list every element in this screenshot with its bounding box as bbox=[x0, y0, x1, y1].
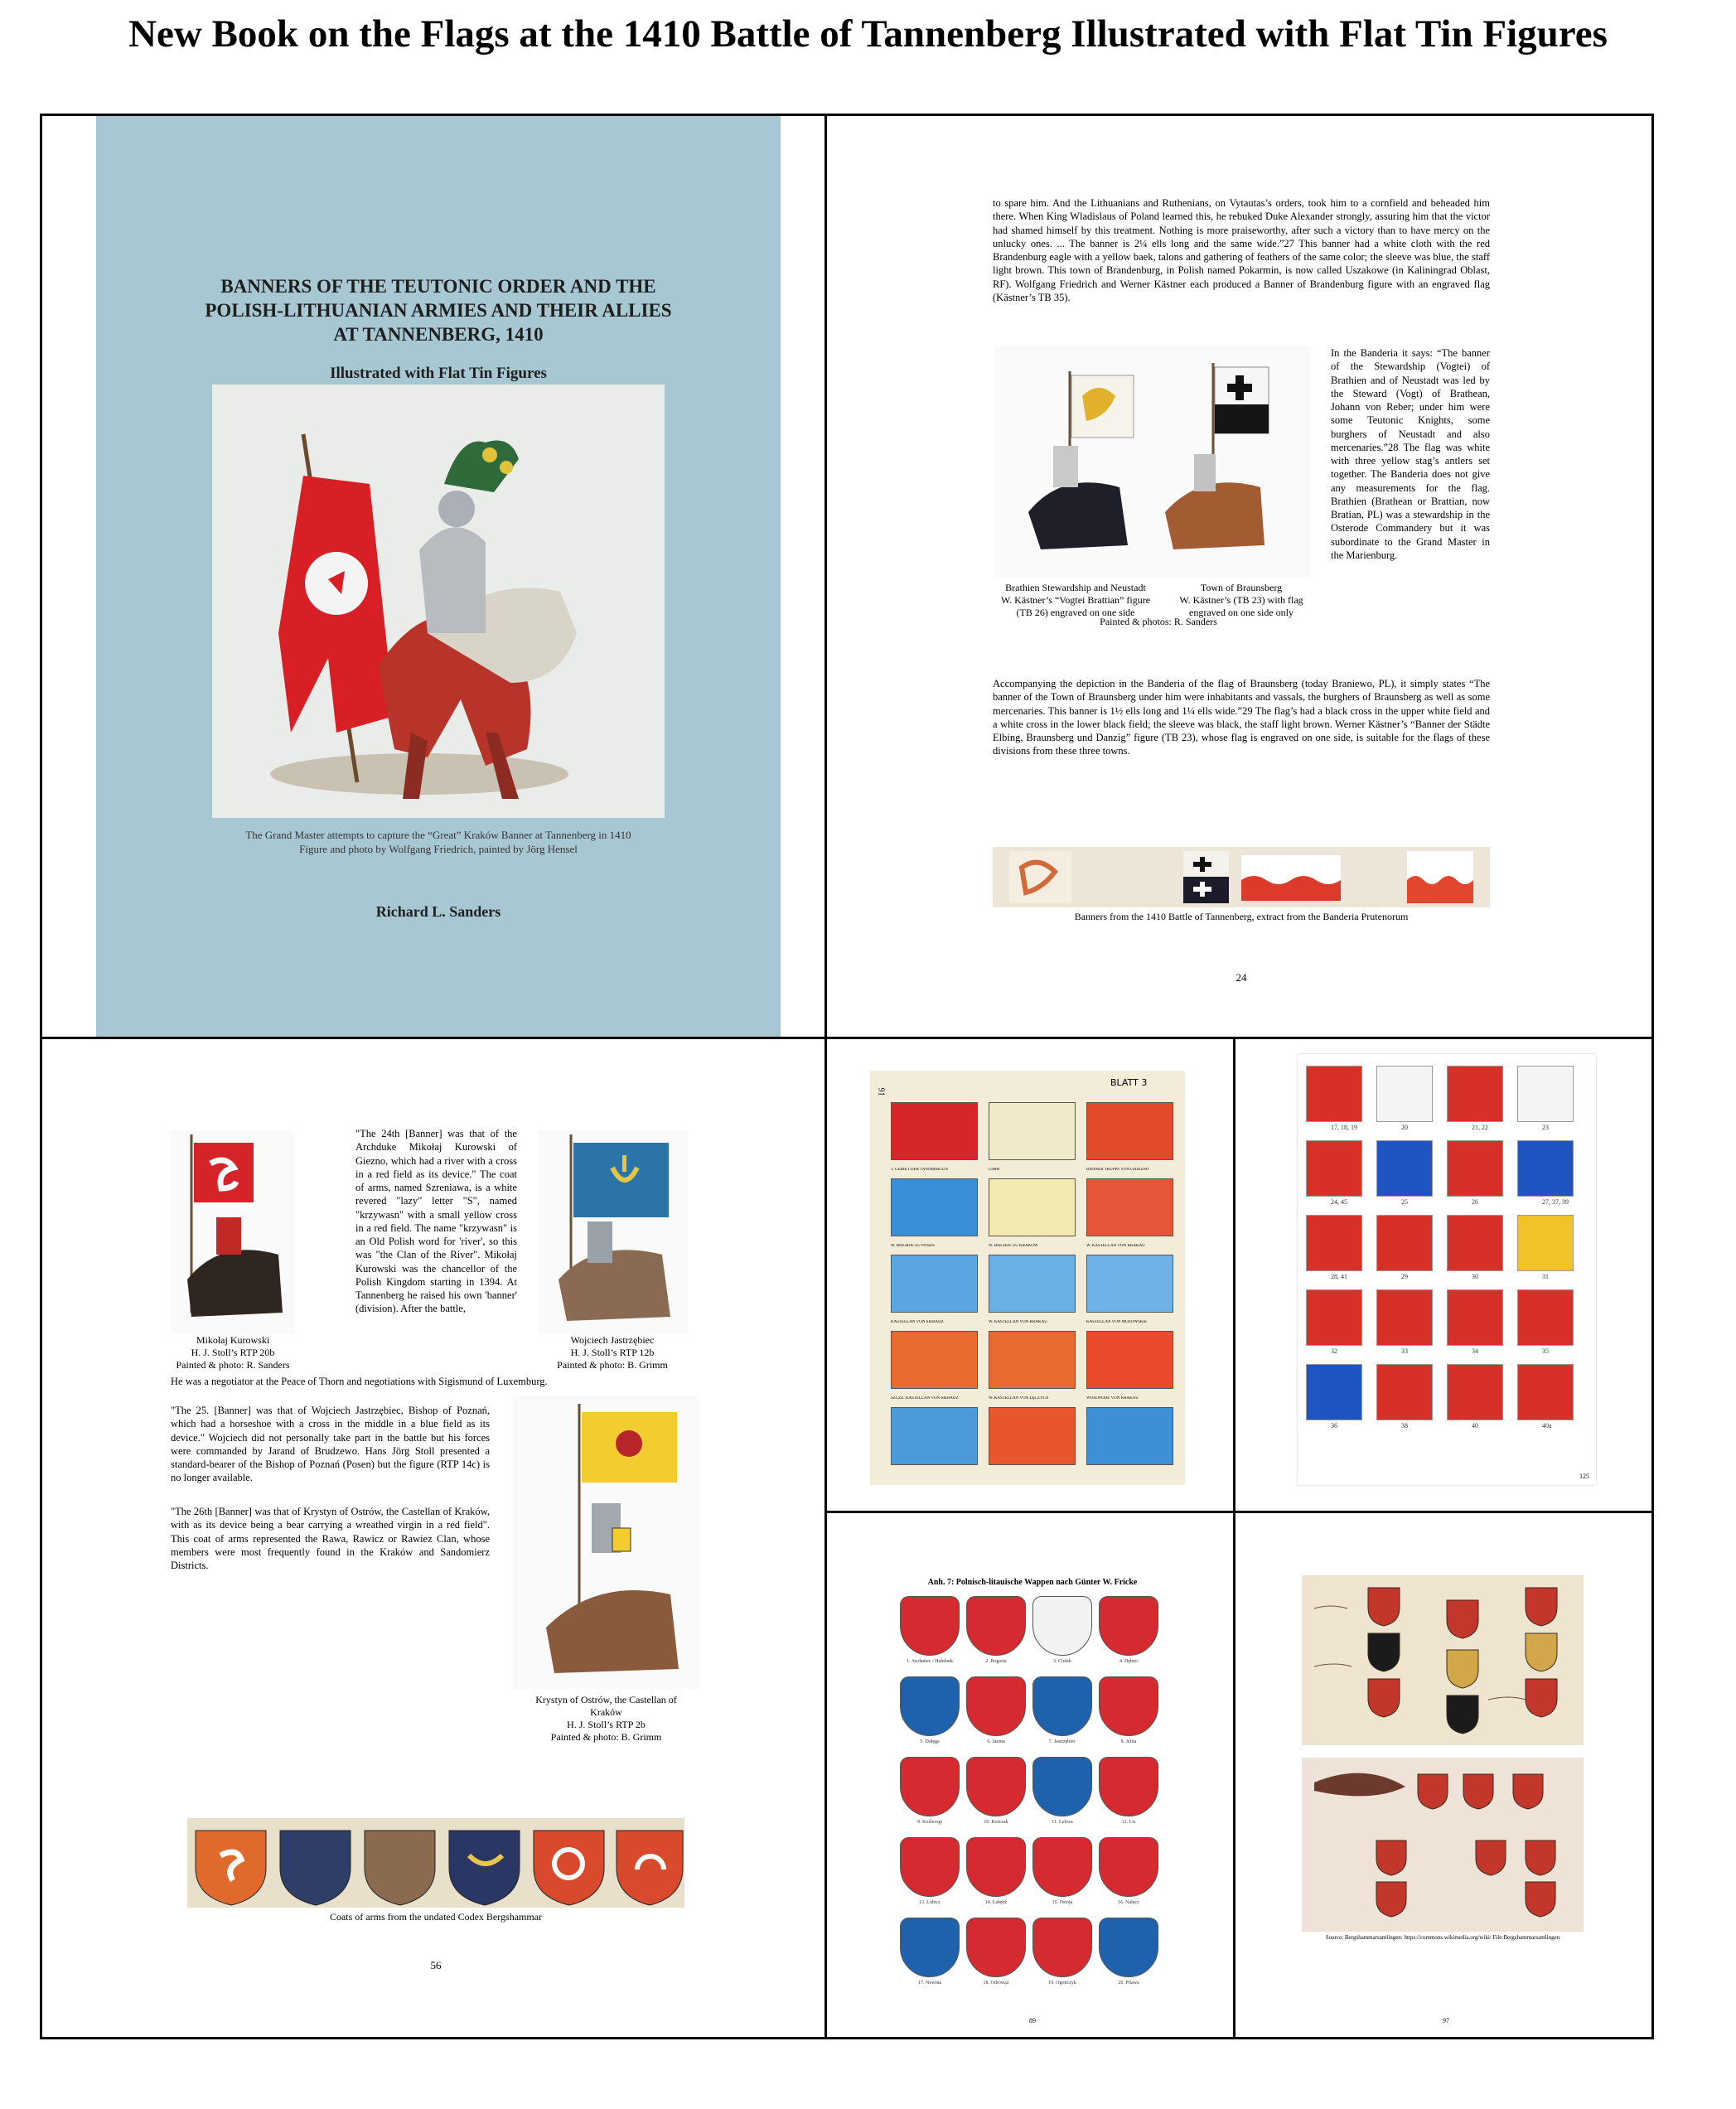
manuscript-panel bbox=[1233, 1511, 1654, 2039]
blatt-flag bbox=[891, 1102, 978, 1160]
cover-title-line-1: BANNERS OF THE TEUTONIC ORDER AND THE bbox=[220, 276, 656, 297]
cover-title-line-2: POLISH-LITHUANIAN ARMIES AND THEIR ALLIES bbox=[205, 300, 672, 321]
fricke-shield-label: 12. Lis bbox=[1121, 1820, 1136, 1825]
page24-fig-credit: Painted & photos: R. Sanders bbox=[1100, 616, 1217, 627]
blatt-flag bbox=[891, 1407, 978, 1465]
blatt-flag-label: W. KASTELLAN VON ŁĘCZYCA bbox=[989, 1396, 1049, 1400]
page56-figure-krystyn bbox=[513, 1396, 699, 1690]
coat-swatch bbox=[1447, 1066, 1503, 1122]
fricke-shield-label: 16. Nałęcz bbox=[1118, 1900, 1139, 1905]
manuscript-page-number: 97 bbox=[1443, 2017, 1449, 2024]
page24-paragraph-2: In the Banderia it says: “The banner of the Stewardship (Vogtei) of Brathien and of Neustadt was led by the Steward (Vogt) of Brathean, Johann von Reber; under him were some Teutonic Knights, some burghers of Neustadt and also mercenaries.”28 The flag was white with three yellow stag’s antlers set together. The Banderia does not give any measurements for the flag. Brathien (Brathean or Brattian, now Bratian, PL) was a stewardship in the Osterode Commandery but it was subordinate to the Grand Master in the Marienburg. bbox=[1331, 347, 1490, 561]
page24-banner-strip bbox=[993, 847, 1490, 907]
blatt-flag-label: W. KASTELLAN VON KRAKAU bbox=[989, 1320, 1047, 1324]
cover-author: Richard L. Sanders bbox=[375, 903, 501, 920]
cover-caption-line-1: The Grand Master attempts to capture the “Great” Kraków Banner at Tannenberg in 1410 bbox=[245, 829, 631, 841]
caption-line: Wojciech Jastrzębiec bbox=[570, 1334, 655, 1346]
coat-swatch bbox=[1376, 1215, 1433, 1271]
blatt-flag bbox=[989, 1331, 1076, 1389]
fricke-shield-label: 10. Korczak bbox=[984, 1820, 1008, 1825]
coat-swatch-sheet bbox=[1298, 1054, 1596, 1485]
coat-swatch bbox=[1306, 1140, 1362, 1197]
coat-swatch bbox=[1517, 1140, 1574, 1197]
blatt-flag bbox=[1086, 1255, 1173, 1313]
coat-swatch-label: 40a bbox=[1542, 1422, 1552, 1429]
caption-line: H. J. Stoll’s RTP 20b bbox=[191, 1347, 275, 1358]
coat-swatch-label: 20 bbox=[1401, 1124, 1408, 1131]
blatt-flag bbox=[989, 1407, 1076, 1465]
caption-line: Krystyn of Ostrów, the Castellan of bbox=[535, 1694, 677, 1705]
fricke-shield-label: 14. Łabędź bbox=[984, 1900, 1008, 1905]
blatt-flag-label: KASTELLAN VON SIERADZ bbox=[891, 1320, 944, 1324]
blatt-flag bbox=[1086, 1178, 1173, 1236]
flag-sheet-blatt3 bbox=[870, 1071, 1185, 1485]
caption-line: Painted & photo: B. Grimm bbox=[557, 1359, 668, 1371]
caption-line: Brathien Stewardship and Neustadt bbox=[1005, 582, 1146, 593]
fricke-shield-label: 9. Koźlerogi bbox=[917, 1820, 942, 1825]
coat-swatch bbox=[1517, 1215, 1574, 1271]
fricke-shield bbox=[966, 1918, 1026, 1977]
coat-swatch bbox=[1306, 1215, 1362, 1271]
fricke-shield bbox=[966, 1676, 1026, 1736]
blatt-flag bbox=[891, 1331, 978, 1389]
coat-swatch-label: 29 bbox=[1401, 1273, 1408, 1280]
coat-swatch-label: 38 bbox=[1401, 1422, 1408, 1429]
sheet-blatt-label: BLATT 3 bbox=[1110, 1077, 1148, 1088]
coat-swatch-label: 40 bbox=[1472, 1422, 1478, 1429]
page56-figure-kurowski bbox=[171, 1130, 295, 1333]
fricke-shield bbox=[900, 1676, 960, 1736]
coat-swatch bbox=[1517, 1066, 1574, 1122]
coat-swatch bbox=[1517, 1289, 1574, 1346]
coat-swatch-label: 31 bbox=[1542, 1273, 1549, 1280]
coat-swatch-label: 26 bbox=[1472, 1198, 1478, 1206]
coat-swatch bbox=[1376, 1140, 1433, 1197]
fricke-shield-label: 5. Dołęga bbox=[920, 1739, 940, 1744]
page24-fig-left-caption bbox=[993, 582, 1158, 619]
caption-line: Town of Braunsberg bbox=[1200, 582, 1283, 593]
cover-title-line-3: AT TANNENBERG, 1410 bbox=[333, 324, 544, 345]
coat-swatch bbox=[1306, 1066, 1362, 1122]
blatt-flag bbox=[1086, 1407, 1173, 1465]
coat-swatch-label: 23 bbox=[1542, 1124, 1549, 1131]
book-cover bbox=[96, 116, 781, 1038]
fricke-shield bbox=[1099, 1918, 1158, 1977]
page56-fig3-caption bbox=[513, 1694, 699, 1744]
article-headline: New Book on the Flags at the 1410 Battle of Tannenberg Illustrated with Flat Tin Figures bbox=[128, 12, 1608, 56]
fricke-shield bbox=[900, 1837, 960, 1897]
blatt-flag-label: 3. GEBIET DER TANNBERGUN bbox=[891, 1168, 949, 1172]
fricke-shield bbox=[1032, 1676, 1092, 1736]
fricke-shield-label: 8. Jelita bbox=[1120, 1739, 1137, 1744]
fricke-shield-label: 6. Janina bbox=[987, 1739, 1005, 1744]
blatt-flag-label: KASTELLAN VON MOZOWSKIE bbox=[1086, 1320, 1148, 1324]
blatt-flag bbox=[989, 1178, 1076, 1236]
coat-swatch bbox=[1376, 1066, 1433, 1122]
blatt-flag bbox=[1086, 1331, 1173, 1389]
coat-swatch bbox=[1376, 1364, 1433, 1420]
blatt-flag-label: BANNER TRUPPS VON GNIEZNO bbox=[1086, 1168, 1149, 1172]
fricke-shield-label: 20. Pilawa bbox=[1118, 1981, 1139, 1986]
blatt-flag bbox=[989, 1102, 1076, 1160]
flag-sheet-blatt3-panel bbox=[824, 1037, 1236, 1513]
fricke-shield bbox=[1032, 1837, 1092, 1897]
caption-line: H. J. Stoll’s RTP 12b bbox=[570, 1347, 655, 1358]
cover-subtitle: Illustrated with Flat Tin Figures bbox=[330, 365, 547, 382]
coat-swatch bbox=[1447, 1140, 1503, 1197]
coat-swatch bbox=[1447, 1289, 1503, 1346]
coat-swatch-sheet-panel bbox=[1233, 1037, 1654, 1513]
page-24-panel bbox=[824, 114, 1654, 1039]
coat-swatch-label: 33 bbox=[1401, 1347, 1408, 1355]
fricke-shield bbox=[900, 1596, 960, 1656]
blatt-flag bbox=[989, 1255, 1076, 1313]
fricke-shield-label: 15. Ostoja bbox=[1052, 1900, 1073, 1905]
manuscript-lower-leaf bbox=[1302, 1758, 1584, 1932]
coat-swatch-label: 27, 37, 39 bbox=[1542, 1198, 1569, 1206]
fricke-page-number: 89 bbox=[1029, 2017, 1036, 2024]
page24-page-number: 24 bbox=[1236, 971, 1247, 984]
fricke-shield-label: 18. Odrowąż bbox=[983, 1981, 1009, 1986]
page24-paragraph-3: Accompanying the depiction in the Banderia of the flag of Braunsberg (today Braniewo, PL), it simply states “The banner of the Town of Braunsberg under him were inhabitants and vassals, the burghers of Braunsberg as well as some mercenaries. This banner is 1½ ells long and 1¼ ells wide.”29 The flag’s had a black cross in the upper white field and a white cross in the lower black field; the sleeve was black, the staff light brown. Werner Kästner’s “Banner der Städte Elbing, Braunsberg und Danzig” figure (TB 23), whose flag is engraved on one side, is suitable for the flags of these divisions from these three towns. bbox=[993, 678, 1490, 757]
coat-swatch bbox=[1376, 1289, 1433, 1346]
fricke-shield-label: 7. Jastrzębiec bbox=[1048, 1739, 1076, 1744]
fricke-shield bbox=[1032, 1918, 1092, 1977]
blatt-flag-label: W. KASTELLAN VON KRAKAU bbox=[1086, 1244, 1145, 1248]
page56-fig1-caption bbox=[158, 1334, 307, 1371]
coat-swatch-label: 36 bbox=[1331, 1422, 1337, 1429]
blatt-flag bbox=[891, 1255, 978, 1313]
page24-figures-photo bbox=[995, 346, 1310, 578]
coat-swatch-label: 34 bbox=[1472, 1347, 1478, 1355]
coat-swatch bbox=[1447, 1215, 1503, 1271]
fricke-shield-label: 19. Ogończyk bbox=[1048, 1981, 1076, 1986]
coat-swatch-label: 21, 22 bbox=[1472, 1124, 1488, 1131]
coat-swatch-label: 17, 18, 19 bbox=[1331, 1124, 1357, 1131]
fricke-shield-label: 17. Nowina bbox=[918, 1981, 941, 1986]
blatt-flag-label: SZCZE. KASTELLAN VON SIERADZ bbox=[891, 1396, 959, 1400]
fricke-shield bbox=[1099, 1837, 1158, 1897]
page56-coats-strip bbox=[187, 1818, 684, 1908]
cover-caption-line-2: Figure and photo by Wolfgang Friedrich, painted by Jörg Hensel bbox=[299, 843, 578, 855]
fricke-sheet-title: Anh. 7: Polnisch-litauische Wappen nach Günter W. Fricke bbox=[927, 1578, 1138, 1587]
page56-paragraph-1-end: He was a negotiator at the Peace of Thorn and negotiations with Sigismund of Luxemburg. bbox=[171, 1376, 548, 1387]
coat-swatch bbox=[1447, 1364, 1503, 1420]
fricke-shield bbox=[1099, 1596, 1158, 1656]
page56-paragraph-2: "The 25. [Banner] was that of Wojciech Jastrzębiec, Bishop of Poznań, which had a horseshoe with a cross in the middle in a blue field as its device." Wojciech did not personally take part in the battle but his forces were commanded by Jarand of Brudzewo. Hans Jörg Stoll presented a standard-bearer of the Bishop of Poznań (Posen) but the figure (RTP 14c) is no longer available. bbox=[171, 1405, 490, 1484]
caption-line: engraved on one side only bbox=[1189, 607, 1294, 618]
fricke-shield bbox=[966, 1596, 1026, 1656]
swatch-sheet-page-number: 125 bbox=[1579, 1473, 1589, 1480]
caption-line: W. Kästner’s (TB 23) with flag bbox=[1179, 594, 1303, 606]
caption-line: (TB 26) engraved on one side bbox=[1016, 607, 1135, 618]
coat-swatch bbox=[1517, 1364, 1574, 1420]
fricke-arms-panel bbox=[824, 1511, 1236, 2039]
page56-strip-caption: Coats of arms from the undated Codex Bergshammar bbox=[329, 1911, 543, 1923]
page24-fig-right-caption bbox=[1158, 582, 1324, 619]
sheet-side-number: 91 bbox=[876, 1087, 886, 1096]
fricke-shield bbox=[966, 1837, 1026, 1897]
caption-line: Painted & photo: B. Grimm bbox=[550, 1731, 662, 1743]
caption-line: Painted & photo: R. Sanders bbox=[176, 1359, 290, 1371]
blatt-flag bbox=[891, 1178, 978, 1236]
coat-swatch-label: 28, 41 bbox=[1331, 1273, 1347, 1280]
page56-paragraph-1: "The 24th [Banner] was that of the Archduke Mikołaj Kurowski of Giezno, which had a river with a cross in a red field as its device." The coat of arms, named Szreniawa, is a white revered "lazy" letter "S", named "krzywasn" with a small yellow cross in a red field. The name "krzywasn" is an Old Polish word for 'river', so this was "the Clan of the River". Mikołaj Kurowski was the chancellor of the Polish Kingdom starting in 1394. At Tannenberg he raised his own 'banner' (division). After the battle, bbox=[355, 1128, 517, 1315]
blatt-flag-label: WOJEWODE VON KRAKAU bbox=[1086, 1396, 1139, 1400]
book-cover-panel bbox=[40, 114, 827, 1039]
caption-line: W. Kästner’s “Vogtei Brattian” figure bbox=[1000, 594, 1151, 606]
coat-swatch bbox=[1306, 1289, 1362, 1346]
manuscript-source: Source: Bergshammarsamlingen: https://commons.wikimedia.org/wiki/ File:Bergshammarsamlingen bbox=[1325, 1934, 1560, 1941]
fricke-shield-label: 3. Ciołek bbox=[1053, 1659, 1071, 1664]
page-56-panel bbox=[40, 1037, 827, 2039]
coat-swatch-label: 25 bbox=[1401, 1198, 1408, 1206]
fricke-shield-label: 4. Dębno bbox=[1119, 1659, 1138, 1664]
fricke-shield bbox=[1099, 1676, 1158, 1736]
fricke-shield-label: 11. Leliwa bbox=[1052, 1820, 1073, 1825]
fricke-shield bbox=[900, 1757, 960, 1816]
coat-swatch-label: 24, 45 bbox=[1331, 1198, 1347, 1206]
coat-swatch-label: 35 bbox=[1542, 1347, 1549, 1355]
page56-figure-jastrzebiec bbox=[538, 1130, 687, 1333]
cover-photo-grand-master bbox=[212, 385, 665, 818]
fricke-shield-label: 2. Bogoria bbox=[985, 1659, 1007, 1664]
caption-line: Mikołaj Kurowski bbox=[196, 1334, 270, 1346]
blatt-flag-label: W. BISCHOF ZU KRAKÓW bbox=[989, 1244, 1038, 1248]
caption-line: Kraków bbox=[590, 1706, 622, 1718]
blatt-flag-label: W. BISCHOF ZU POSEN bbox=[891, 1244, 935, 1248]
fricke-shield bbox=[1099, 1757, 1158, 1816]
page56-fig2-caption bbox=[538, 1334, 687, 1371]
fricke-shield bbox=[966, 1757, 1026, 1816]
fricke-shield-label: 13. Lubicz bbox=[919, 1900, 941, 1905]
manuscript-upper-leaf bbox=[1302, 1575, 1584, 1745]
fricke-shield-label: 1. Awdaniec / Habdank bbox=[907, 1659, 953, 1664]
fricke-shield bbox=[1032, 1757, 1092, 1816]
page56-page-number: 56 bbox=[430, 1959, 442, 1971]
coat-swatch bbox=[1306, 1364, 1362, 1420]
fricke-shield bbox=[1032, 1596, 1092, 1656]
page56-paragraph-3: "The 26th [Banner] was that of Krystyn of Ostrów, the Castellan of Kraków, with as its device being a bear carrying a wreathed virgin in a red field". This coat of arms represented the Rawa, Rawicz or Rawiez Clan, whose members were most frequently found in the Kraków and Sandomierz Districts. bbox=[171, 1506, 490, 1571]
fricke-shield bbox=[900, 1918, 960, 1977]
blatt-flag bbox=[1086, 1102, 1173, 1160]
coat-swatch-label: 30 bbox=[1472, 1273, 1478, 1280]
page24-paragraph-1: to spare him. And the Lithuanians and Ruthenians, on Vytautas’s orders, took him to a cornfield and beheaded him there. When King Wladislaus of Poland learned this, he rebuked Duke Alexander strongly, assuring him that the victor had shamed himself by this treatment. Nothing is more praiseworthy, after such a victory than to have mercy on the unlucky ones. ... The banner is 2¼ ells long and the same wide.”27 This banner had a white cloth with the red Brandenburg eagle with a yellow baek, talons and gathering of feathers of the same color; the sleeve was blue, the staff light brown. This town of Brandenburg, in Polish named Pokarmin, is now called Uszakowe (in Kaliningrad Oblast, RF). Wolfgang Friedrich and Werner Kästner each produced a Banner of Brandenburg figure with an engraved flag (Kästner’s TB 35). bbox=[993, 197, 1490, 303]
coat-swatch-label: 32 bbox=[1331, 1347, 1337, 1355]
blatt-flag-label: Chełm bbox=[989, 1168, 1000, 1172]
caption-line: H. J. Stoll’s RTP 2b bbox=[567, 1719, 646, 1730]
page24-strip-caption: Banners from the 1410 Battle of Tannenberg, extract from the Banderia Prutenorum bbox=[1074, 911, 1409, 922]
